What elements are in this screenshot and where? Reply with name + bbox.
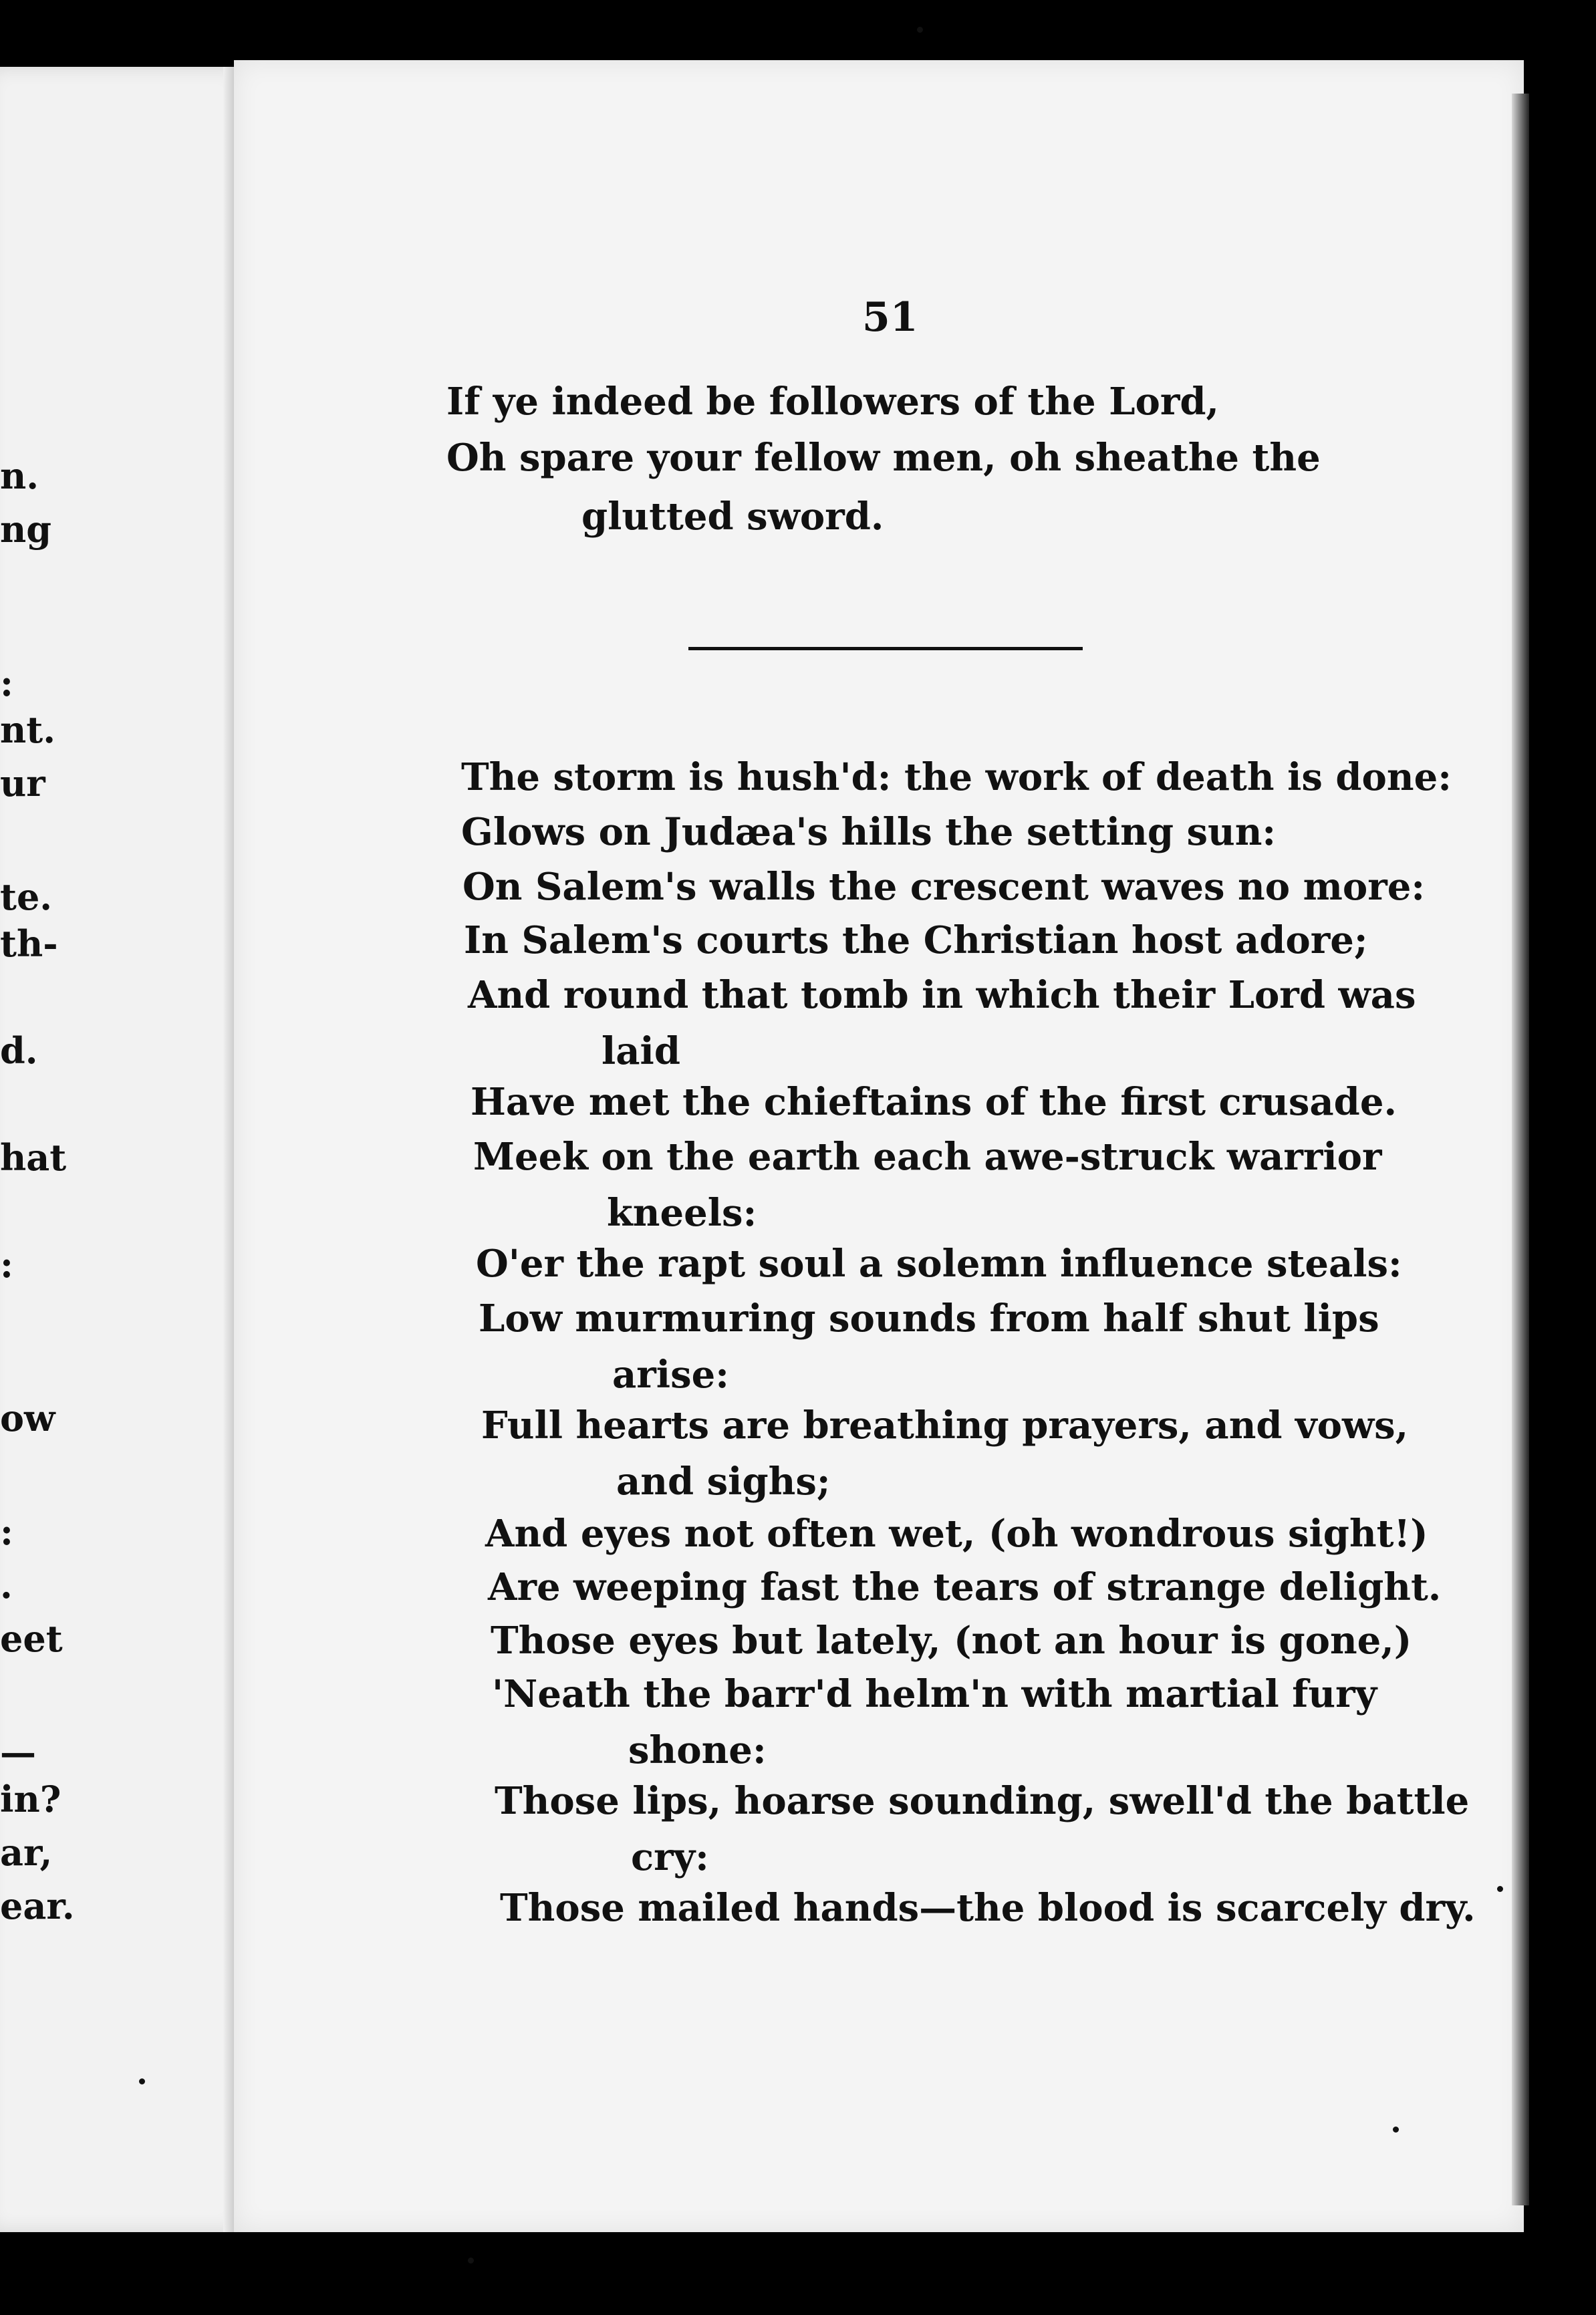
poem-line: shone:: [628, 1728, 767, 1772]
poem-line: And round that tomb in which their Lord was: [468, 973, 1416, 1017]
poem-line: glutted sword.: [581, 495, 884, 539]
poem-line: Those mailed hands—the blood is scarcely dry.: [500, 1886, 1476, 1930]
left-page: [0, 67, 254, 2232]
poem-line: On Salem's walls the crescent waves no more:: [462, 865, 1426, 909]
poem-line: Are weeping fast the tears of strange delight.: [488, 1565, 1442, 1609]
poem-line: Those eyes but lately, (not an hour is gone,): [491, 1619, 1412, 1663]
left-fragment: :: [0, 1243, 13, 1286]
poem-line: O'er the rapt soul a solemn influence steals:: [476, 1242, 1402, 1286]
poem-line: Meek on the earth each awe-struck warrior: [473, 1135, 1382, 1179]
left-fragment: ar,: [0, 1831, 53, 1874]
poem-line: kneels:: [607, 1191, 757, 1235]
poem-line: If ye indeed be followers of the Lord,: [446, 380, 1220, 424]
poem-line: Those lips, hoarse sounding, swell'd the battle: [495, 1779, 1470, 1823]
scan-speck: [917, 27, 923, 33]
left-fragment: :: [0, 1510, 13, 1553]
scan-speck: [139, 2078, 145, 2084]
poem-line: Low murmuring sounds from half shut lips: [479, 1297, 1379, 1341]
poem-line: laid: [602, 1029, 680, 1073]
page-number: 51: [862, 294, 918, 341]
poem-line: 'Neath the barr'd helm'n with martial fury: [492, 1672, 1377, 1716]
poem-line: and sighs;: [616, 1460, 831, 1504]
poem-line: cry:: [631, 1835, 709, 1879]
section-divider-rule: [688, 647, 1083, 650]
poem-line: In Salem's courts the Christian host adore;: [464, 918, 1368, 962]
left-fragment: :: [0, 662, 13, 704]
left-fragment: ow: [0, 1397, 55, 1440]
left-fragment: nt.: [0, 708, 56, 751]
left-fragment: eet: [0, 1617, 63, 1660]
left-fragment: ng: [0, 508, 52, 551]
scan-speck: [468, 2258, 474, 2264]
poem-line: Glows on Judæa's hills the setting sun:: [461, 810, 1277, 854]
page-edge-shadow: [1512, 94, 1529, 2205]
poem-line: The storm is hush'd: the work of death is done:: [461, 755, 1452, 799]
left-page-text-fragments: [0, 67, 254, 2232]
left-fragment: ur: [0, 762, 45, 805]
left-fragment: .: [0, 1564, 13, 1607]
poem-line: Full hearts are breathing prayers, and vows,: [481, 1403, 1409, 1448]
left-fragment: n.: [0, 454, 39, 497]
scan-speck: [1497, 1886, 1503, 1892]
left-fragment: ear.: [0, 1885, 75, 1927]
left-fragment: te.: [0, 875, 53, 918]
left-fragment: —: [0, 1731, 36, 1774]
left-fragment: th-: [0, 922, 58, 965]
left-fragment: in?: [0, 1778, 61, 1820]
scan-speck: [1393, 2127, 1399, 2133]
left-fragment: d.: [0, 1029, 38, 1072]
left-fragment: hat: [0, 1136, 67, 1179]
poem-line: Have met the chieftains of the first crusade.: [471, 1080, 1397, 1124]
poem-line: And eyes not often wet, (oh wondrous sight!): [485, 1512, 1428, 1556]
poem-line: Oh spare your fellow men, oh sheathe the: [446, 436, 1321, 480]
poem-line: arise:: [612, 1353, 729, 1397]
